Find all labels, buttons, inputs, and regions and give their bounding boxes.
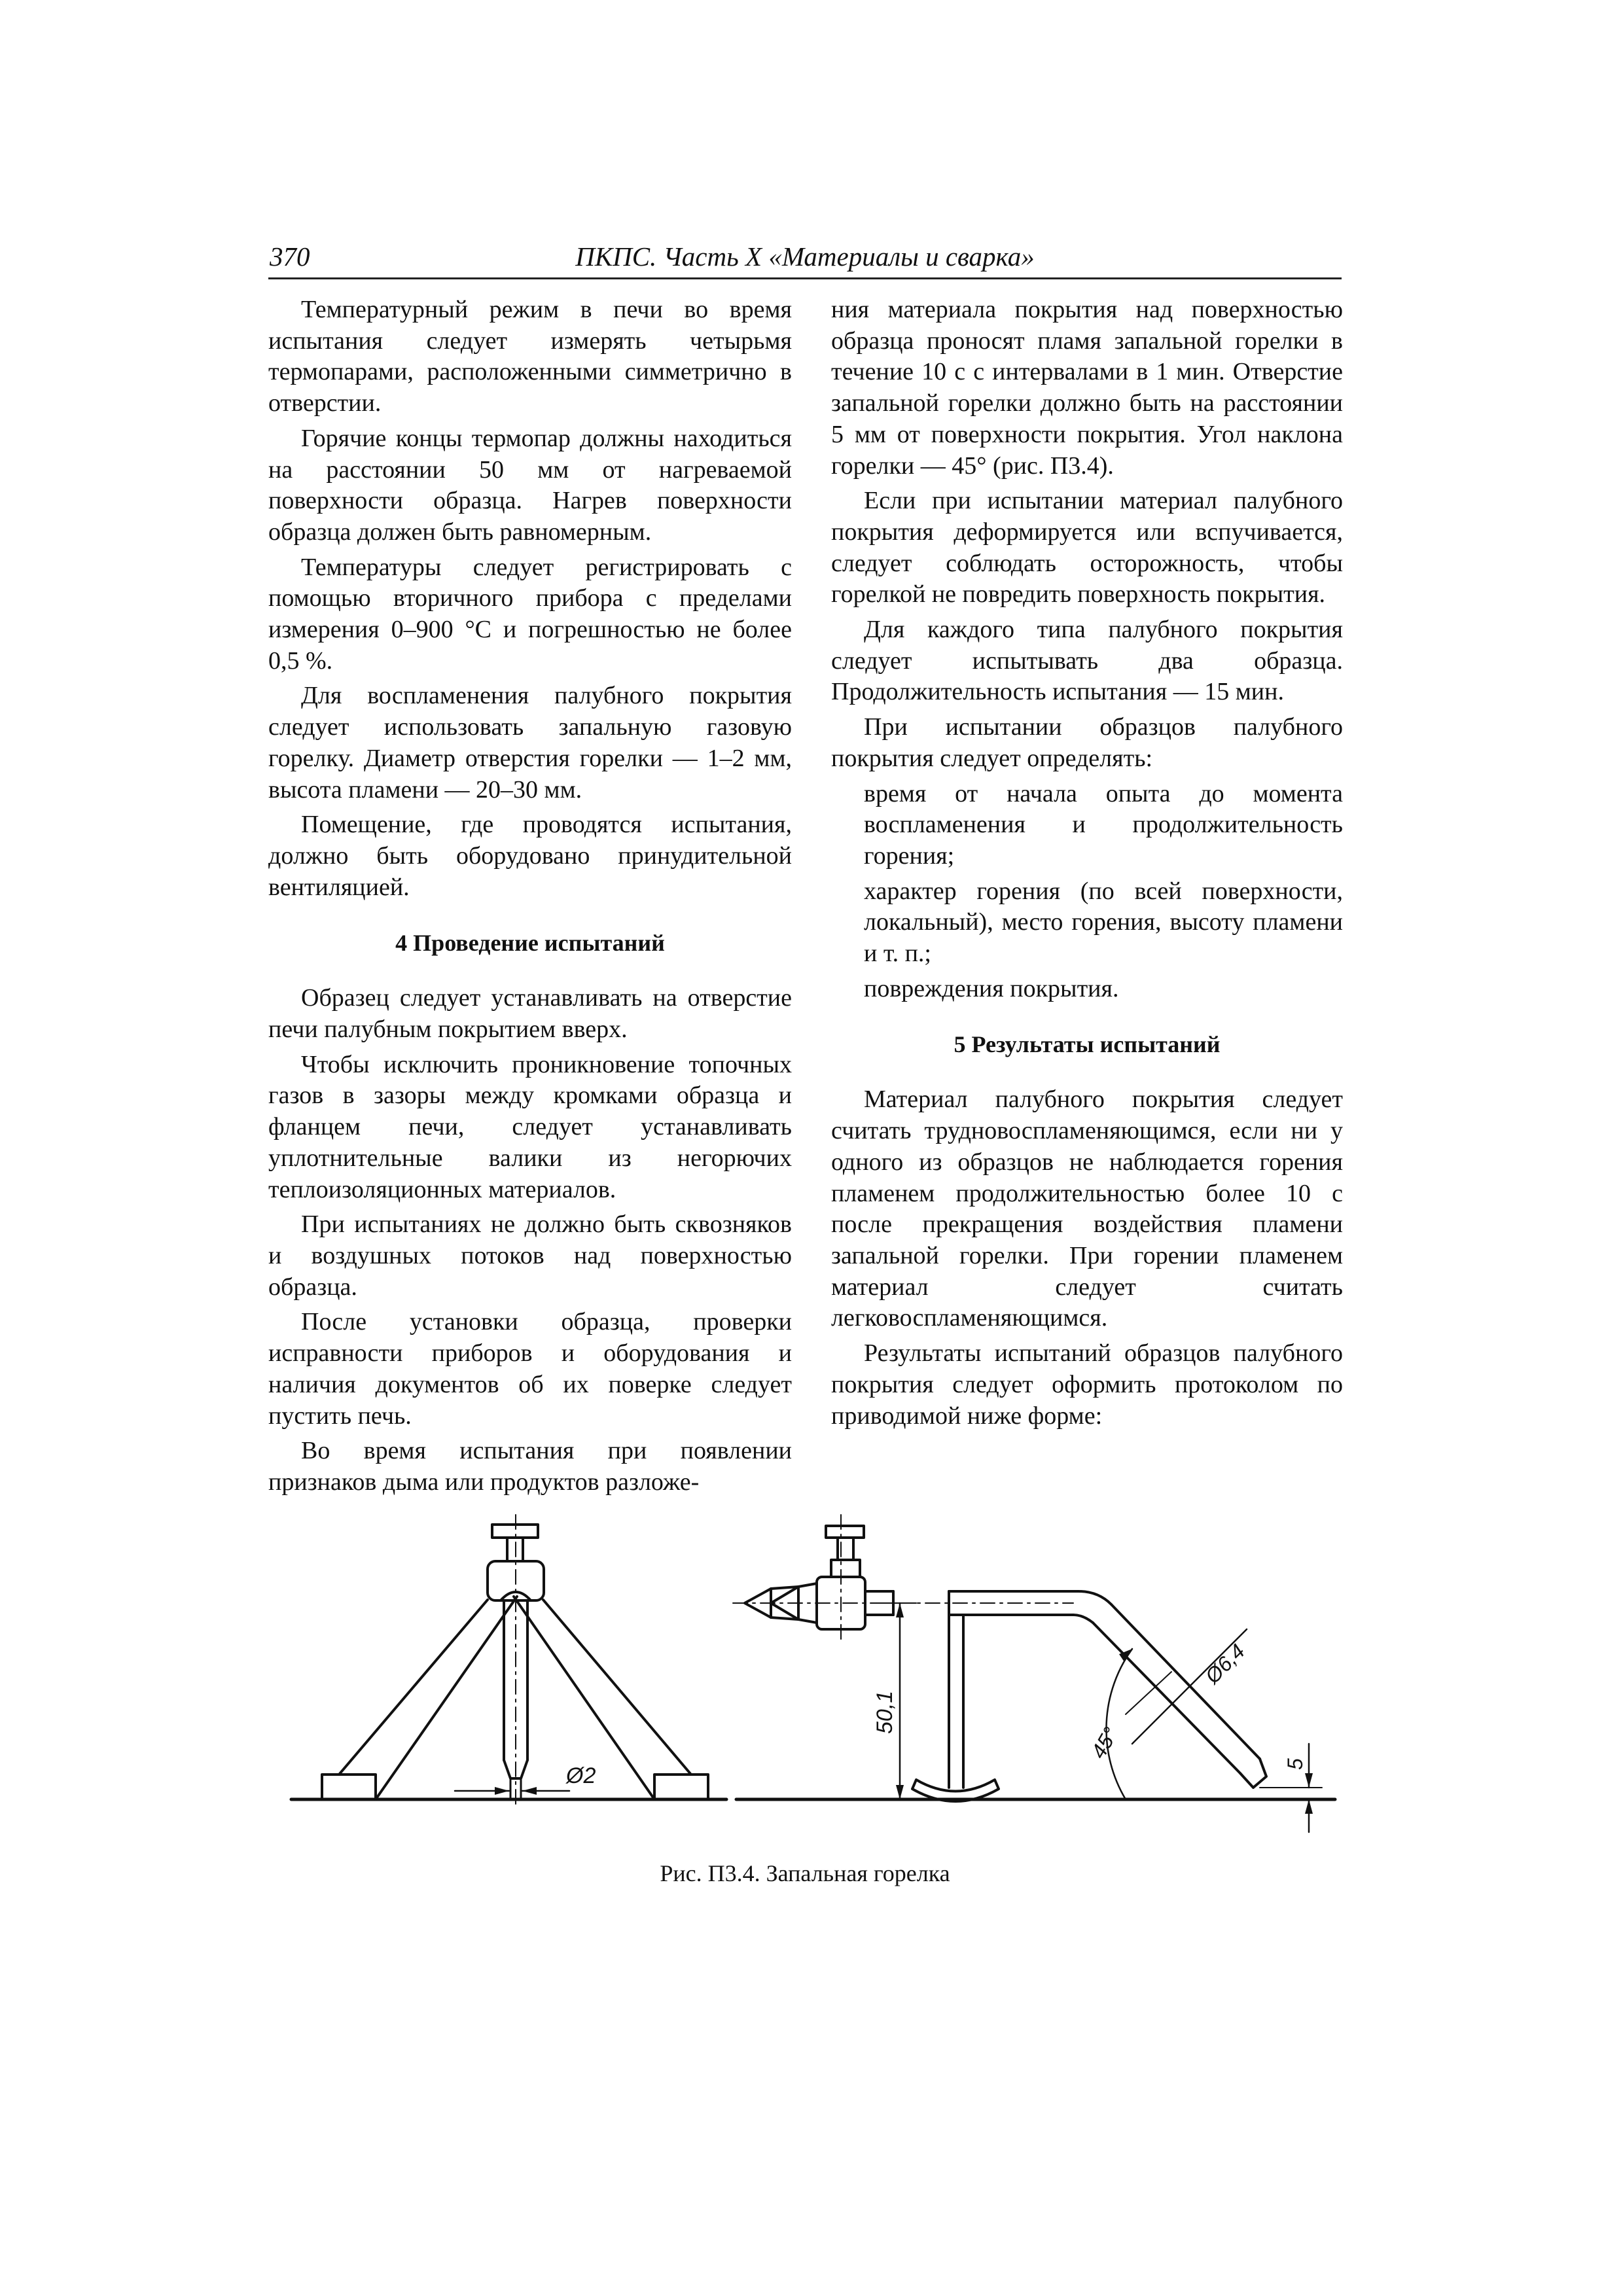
paragraph: Если при испытании материал палубного покрытия деформируется или вспучивается, следует соблюдать осторожность, чтобы горелкой не повредить поверхность покрытия.	[831, 487, 1343, 609]
list-item: повреждения покрытия.	[864, 974, 1119, 1002]
section-4-heading: 4 Проведение испытаний	[395, 930, 665, 957]
dim-nozzle-diameter: Ø2	[566, 1763, 596, 1788]
angled-tube	[1093, 1623, 1240, 1773]
right-column	[831, 294, 1343, 1436]
dimension-arrow	[1305, 1773, 1313, 1788]
paragraph: Для воспламенения палубного покрытия следует использовать запальную газовую горелку. Диаметр отверстия горелки — 1–2 мм, высота пламени — 20–30 мм.	[268, 682, 792, 804]
running-title: ПКПС. Часть X «Материалы и сварка»	[575, 241, 1035, 272]
dim-angle: 45°	[1086, 1723, 1123, 1763]
valve-handle-icon	[826, 1526, 864, 1538]
dimension-line	[1132, 1672, 1204, 1744]
dimension-arrow	[896, 1603, 904, 1617]
tripod-foot-right	[654, 1775, 708, 1799]
valve-stem	[838, 1538, 853, 1560]
paragraph: Для каждого типа палубного покрытия следует испытывать два образца. Продолжительность испытания — 15 мин.	[831, 616, 1343, 706]
paragraph: Результаты испытаний образцов палубного покрытия следует оформить протоколом по приводимой ниже форме:	[831, 1339, 1343, 1430]
dimension-arrow	[522, 1787, 537, 1795]
burner-drawing	[262, 1485, 1348, 1839]
paragraph: Горячие концы термопар должны находиться на расстоянии 50 мм от нагреваемой поверхности образца. Нагрев поверхности образца должен быть равномерным.	[268, 424, 792, 546]
dim-gap: 5	[1283, 1758, 1307, 1770]
dim-tube-diameter: Ø6,4	[1200, 1639, 1250, 1688]
paragraph: После установки образца, проверки исправности приборов и оборудования и наличия документов об их поверке следует пустить печь.	[268, 1308, 792, 1430]
figure-caption: Рис. П3.4. Запальная горелка	[660, 1860, 950, 1886]
paragraph: Материал палубного покрытия следует считать трудновоспламеняющимся, если ни у одного из образцов не наблюдается горения пламенем продолжительностью более 10 с после прекращения воздействия пламени запальной горелки. При горении пламенем материал следует считать легковоспламеняющимся.	[831, 1086, 1343, 1332]
tripod-foot-left	[322, 1775, 376, 1799]
angled-tube	[1111, 1604, 1260, 1759]
burner-bend	[1079, 1591, 1111, 1604]
page-number: 370	[270, 241, 310, 272]
tripod-leg	[543, 1600, 691, 1775]
burner-side-view	[733, 1515, 1335, 1832]
burner-front-view	[291, 1515, 726, 1809]
paragraph: Во время испытания при появлении признаков дыма или продуктов разложе-	[268, 1437, 792, 1496]
burner-tip	[1240, 1759, 1266, 1788]
paragraph: Образец следует устанавливать на отверстие печи палубным покрытием вверх.	[268, 984, 792, 1044]
dimension-arrow	[896, 1785, 904, 1799]
left-column	[268, 294, 792, 1502]
paragraph: Температуры следует регистрировать с помощью вторичного прибора с пределами измерения 0–900 °С и погрешностью не более 0,5 %.	[268, 553, 792, 675]
paragraph: Помещение, где проводятся испытания, должно быть оборудовано принудительной вентиляцией.	[268, 811, 792, 901]
section-5-heading: 5 Результаты испытаний	[954, 1031, 1221, 1058]
paragraph: Чтобы исключить проникновение топочных газов в зазоры между кромками образца и фланцем печи, следует устанавливать уплотнительные валики из негорючих теплоизоляционных материалов.	[268, 1050, 792, 1203]
burner-bend	[1073, 1615, 1093, 1623]
paragraph: Температурный режим в печи во время испытания следует измерять четырьмя термопарами, расположенными симметрично в отверстии.	[268, 296, 792, 417]
page-header	[268, 237, 1342, 279]
tripod-leg	[376, 1597, 517, 1799]
dimension-arrow	[1305, 1799, 1313, 1814]
dimension-arrow	[495, 1787, 509, 1795]
list-item: время от начала опыта до момента воспламенения и продолжительность горения;	[864, 779, 1343, 870]
dim-height: 50,1	[872, 1690, 897, 1734]
paragraph-continuation: ния материала покрытия над поверхностью образца проносят пламя запальной горелки в течение 10 с с интервалами в 1 мин. Отверстие запальной горелки должно быть на расстоянии 5 мм от поверхности покрытия. Угол наклона горелки — 45° (рис. П3.4).	[831, 296, 1343, 480]
valve-bonnet	[831, 1560, 860, 1577]
burner-figure	[262, 1485, 1348, 1839]
tripod-leg	[339, 1600, 488, 1775]
list-item: характер горения (по всей поверхности, локальный), место горения, высоту пламени и т. п.;	[864, 877, 1343, 968]
paragraph: При испытании образцов палубного покрытия следует определять:	[831, 713, 1343, 772]
paragraph: При испытаниях не должно быть сквозняков и воздушных потоков над поверхностью образца.	[268, 1210, 792, 1301]
angle-arc	[1106, 1649, 1132, 1799]
